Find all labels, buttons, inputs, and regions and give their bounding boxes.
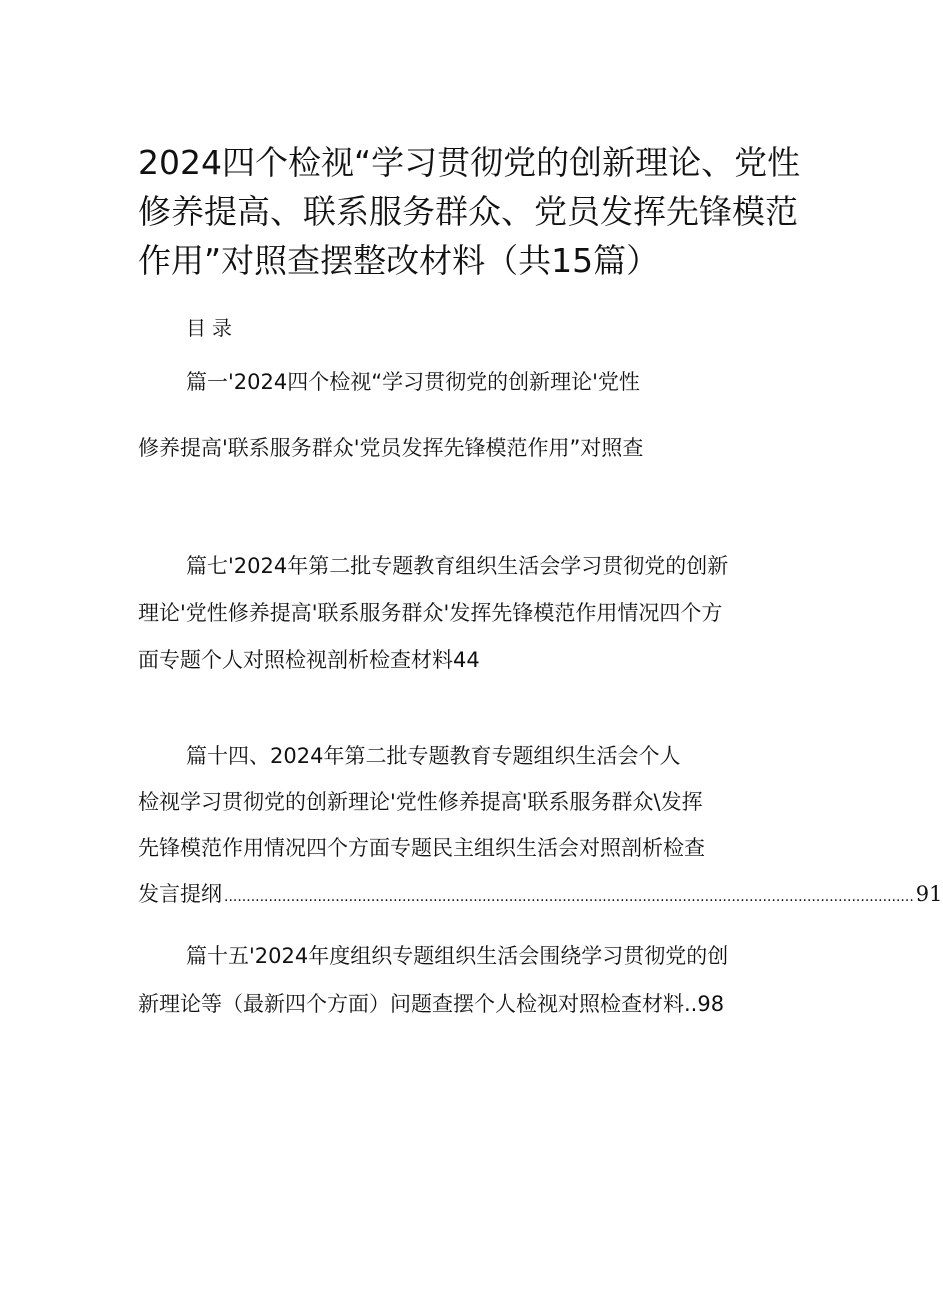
- toc-entry-line: 修养提高'联系服务群众'党员发挥先锋模范作用”对照查: [138, 436, 644, 460]
- toc-entry-line: 篇十四、2024年第二批专题教育专题组织生活会个人: [186, 744, 681, 768]
- toc-entry-4[interactable]: [138, 936, 778, 1032]
- title-line: 修养提高、联系服务群众、党员发挥先锋模范: [138, 192, 798, 231]
- toc-entry-line: 篇七'2024年第二批专题教育组织生活会学习贯彻党的创新: [186, 554, 729, 578]
- title-line: 作用”对照查摆整改材料（共15篇）: [138, 241, 660, 280]
- toc-entry-line: 理论'党性修养提高'联系服务群众'发挥先锋模范作用情况四个方: [138, 601, 723, 625]
- toc-entry-line: 发言提纲: [138, 882, 222, 906]
- title-line: 2024四个检视“学习贯彻党的创新理论、党性: [138, 143, 801, 182]
- toc-entry-line: 篇十五'2024年度组织专题组织生活会围绕学习贯彻党的创: [186, 944, 729, 968]
- toc-heading: 目录: [186, 316, 238, 340]
- toc-entry-leader-line: [138, 874, 943, 920]
- toc-entry-2[interactable]: [138, 546, 778, 687]
- toc-page-number: 91: [915, 882, 943, 906]
- toc-entry-line: 检视学习贯彻党的创新理论'党性修养提高'联系服务群众\发挥: [138, 790, 703, 814]
- toc-entry-line: 新理论等（最新四个方面）问题查摆个人检视对照检查材料..98: [138, 992, 725, 1016]
- dot-leader: ...........................................................................................................................................................: [224, 889, 914, 905]
- toc-entry-line: 篇一'2024四个检视“学习贯彻党的创新理论'党性: [186, 370, 640, 394]
- toc-entry-line: 先锋模范作用情况四个方面专题民主组织生活会对照剖析检查: [138, 836, 705, 860]
- document-title: [138, 138, 801, 285]
- toc-entry-1[interactable]: [138, 362, 778, 494]
- toc-entry-3[interactable]: [138, 736, 943, 920]
- toc-entry-line: 面专题个人对照检视剖析检查材料44: [138, 648, 480, 672]
